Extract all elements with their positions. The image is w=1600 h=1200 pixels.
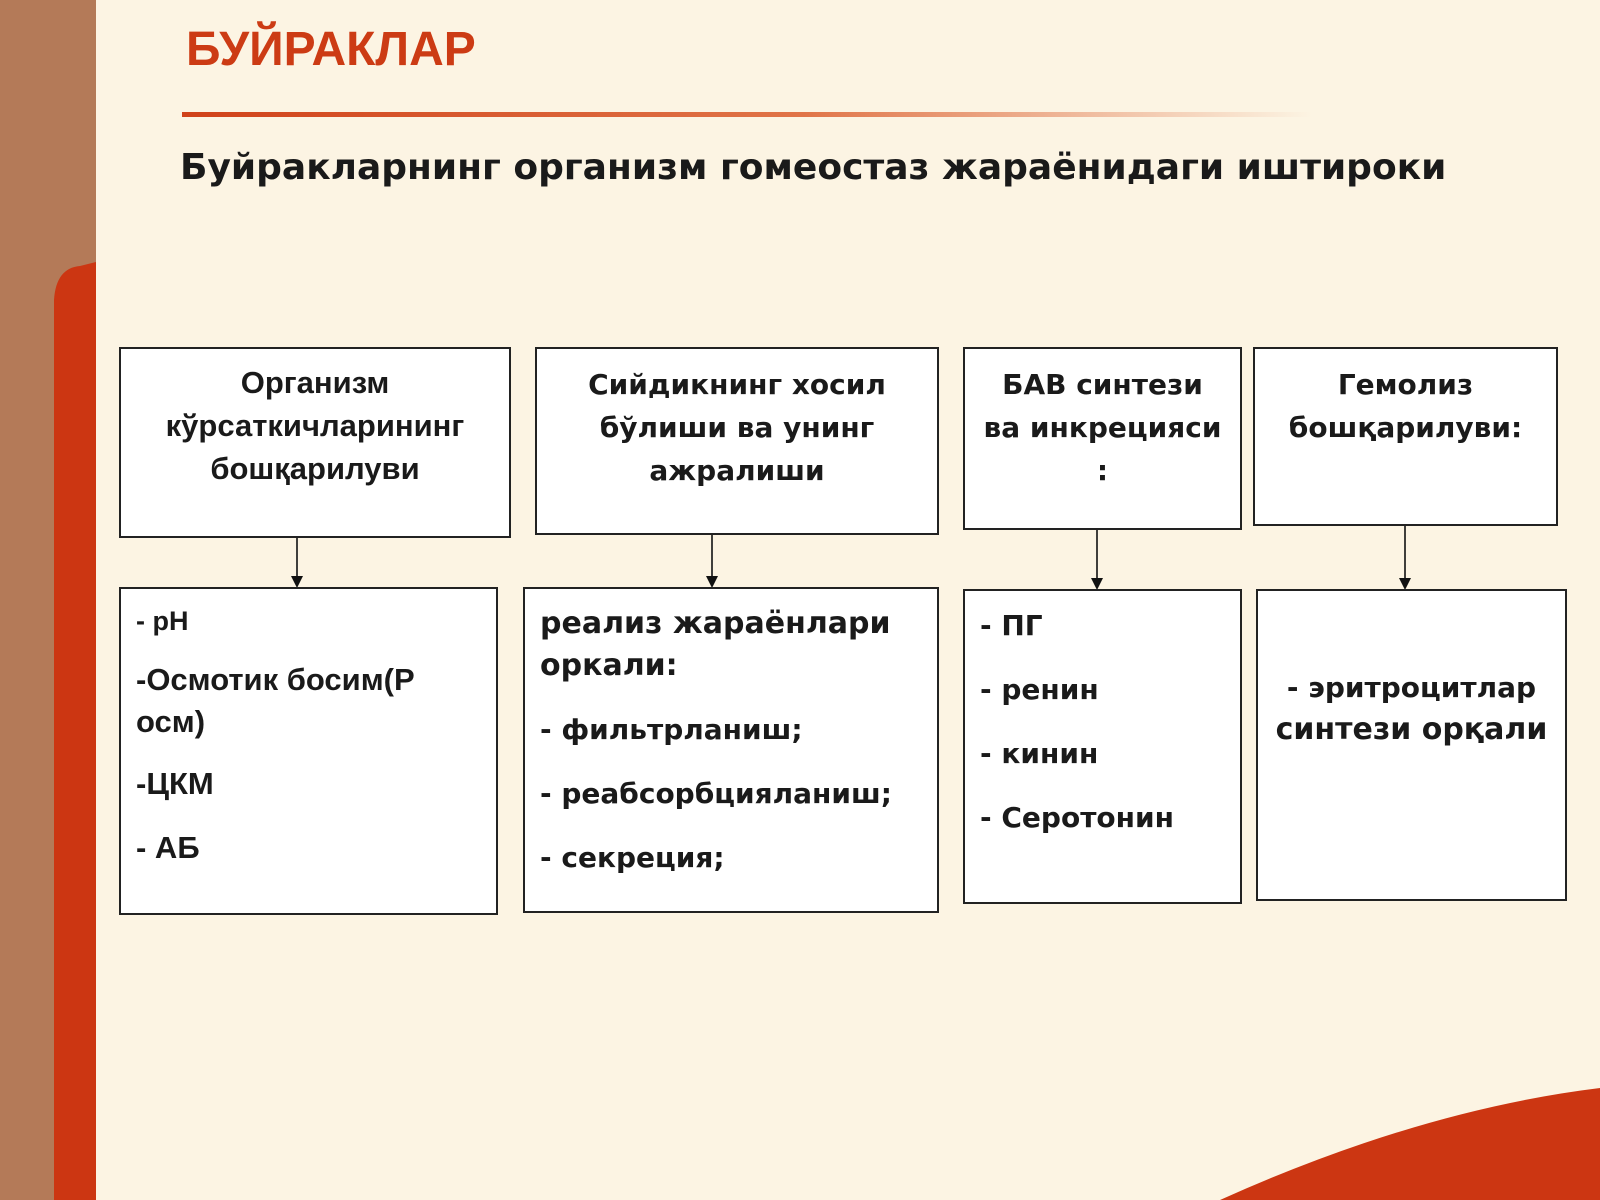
list-item: - секреция; (540, 841, 725, 874)
header-box-hemolysis (1253, 347, 1558, 526)
detail-box-urine-formation (523, 587, 939, 913)
header-line: бўлиши ва унинг (599, 411, 875, 444)
list-item: - Серотонин (980, 801, 1174, 834)
header-line: Гемолиз (1337, 368, 1474, 401)
header-box-urine-formation (535, 347, 939, 535)
intro-line: оркали: (540, 648, 678, 683)
list-item: - реабсорбцияланиш; (540, 777, 892, 810)
header-line: бошқарилуви: (1288, 411, 1523, 444)
list-item: - ПГ (980, 609, 1043, 642)
detail-box-organism-indicators (119, 587, 498, 915)
header-line: ва инкрецияси (983, 411, 1222, 444)
title-underline (182, 112, 1312, 117)
list-item: - кинин (980, 737, 1099, 770)
header-box-organism-indicators (119, 347, 511, 538)
intro-line: реализ жараёнлари (540, 606, 891, 641)
header-box-bav-synthesis (963, 347, 1242, 530)
list-item: - ренин (980, 673, 1099, 706)
list-item: - эритроцитлар (1286, 671, 1537, 704)
detail-box-hemolysis (1256, 589, 1567, 901)
header-line: бошқарилуви (210, 451, 420, 486)
detail-box-bav-synthesis (963, 589, 1242, 904)
list-item: - АБ (136, 830, 200, 865)
header-line: БАВ синтези (1002, 368, 1203, 401)
header-line: кўрсаткичларининг (165, 408, 465, 443)
header-line: Организм (240, 365, 390, 400)
list-item: синтези орқали (1275, 712, 1548, 747)
slide-subtitle: Буйракларнинг организм гомеостаз жараёнидаги иштироки (180, 147, 1447, 188)
header-line: Сийдикнинг хосил (588, 368, 886, 401)
list-item: осм) (136, 704, 206, 739)
sidebar-red-band (54, 262, 96, 1200)
list-item: - pH (136, 606, 189, 636)
list-item: -Осмотик босим(Р (136, 662, 415, 697)
list-item: - фильтрланиш; (540, 713, 803, 746)
list-item: -ЦКМ (136, 766, 214, 801)
slide-title: БУЙРАКЛАР (186, 23, 476, 76)
header-line: ажралиши (649, 454, 825, 487)
header-line: : (1096, 454, 1109, 487)
